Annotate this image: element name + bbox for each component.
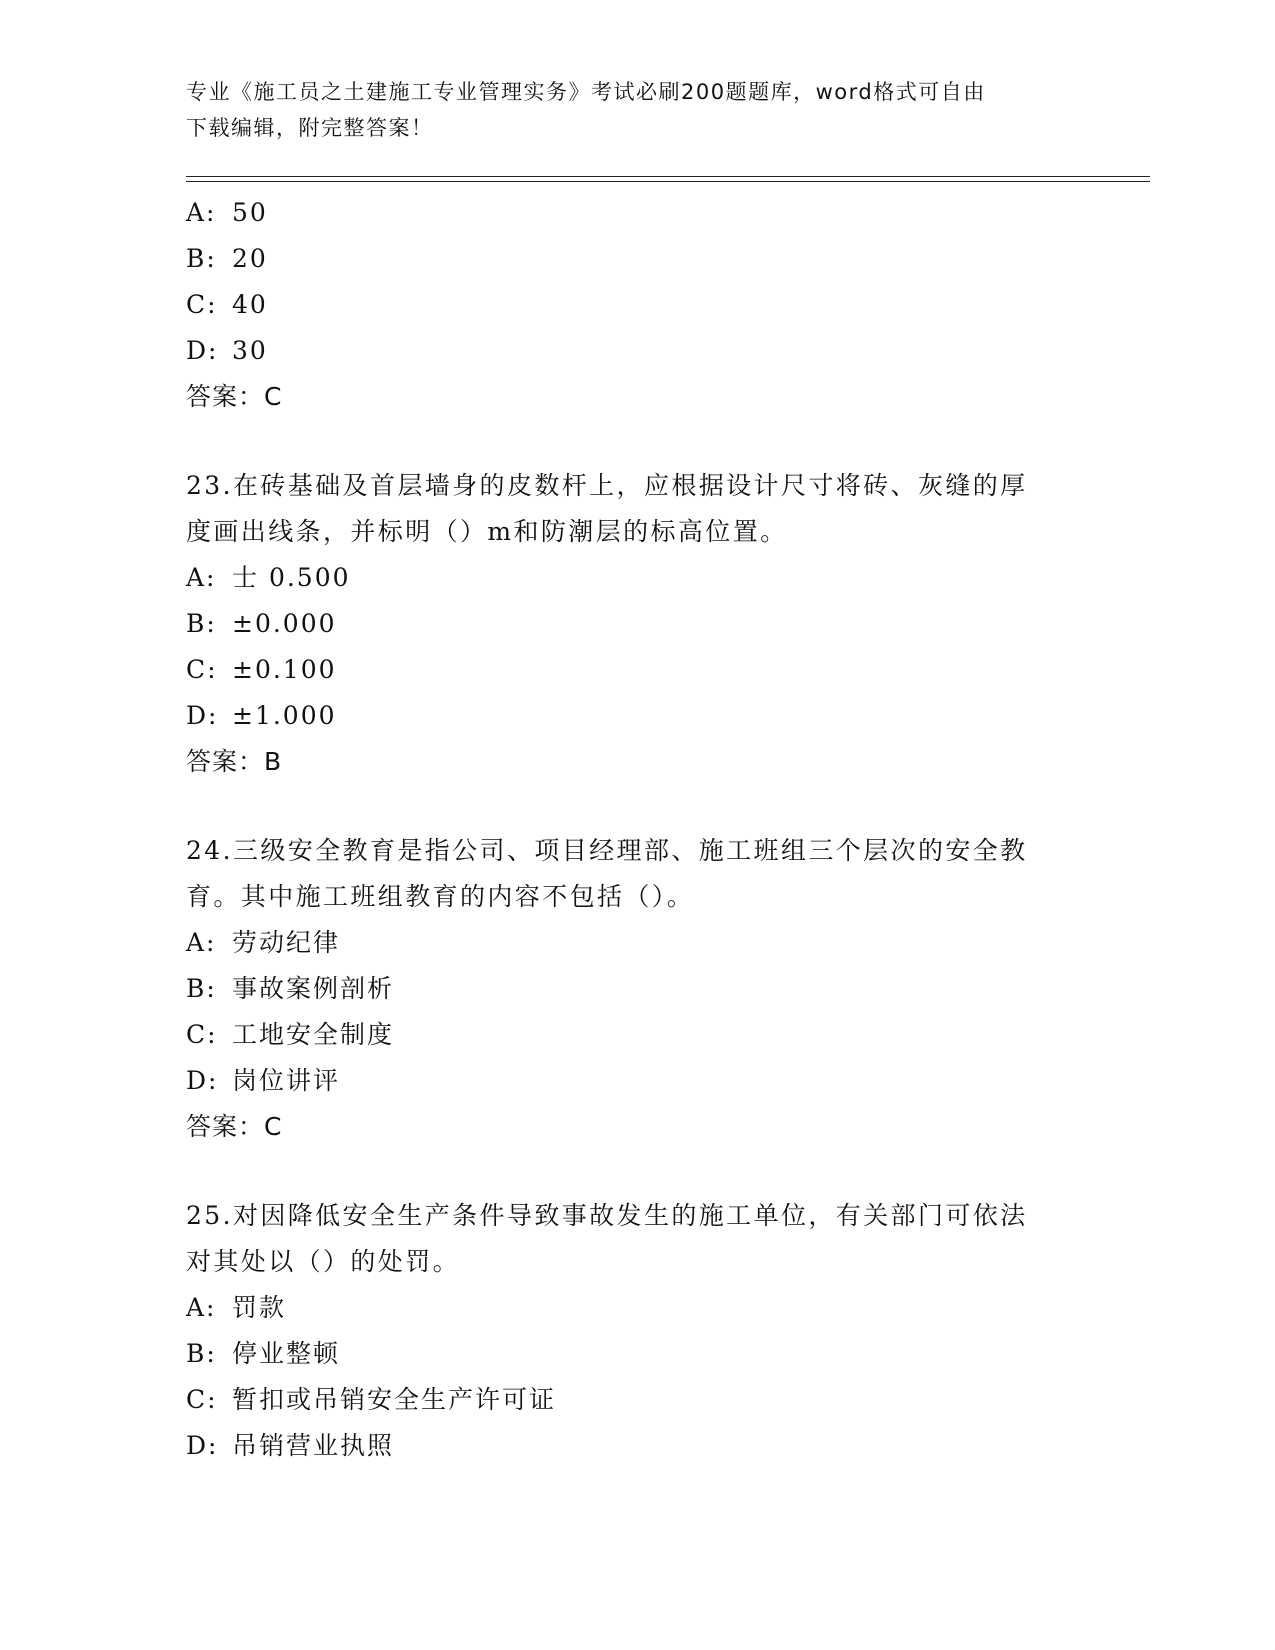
header-line-1: 专业《施工员之土建施工专业管理实务》考试必刷200题题库，word格式可自由 [186, 80, 986, 104]
question-stem [186, 828, 1086, 920]
option-key: A: [186, 563, 217, 592]
option-c [186, 282, 1086, 328]
option-key: A: [186, 198, 217, 227]
option-text: 40 [232, 290, 268, 319]
option-text: 暂扣或吊销安全生产许可证 [232, 1385, 557, 1414]
option-key: D: [186, 1066, 219, 1095]
option-key: B: [186, 974, 217, 1003]
option-text: 吊销营业执照 [232, 1431, 395, 1460]
option-text: 事故案例剖析 [232, 974, 395, 1003]
option-d [186, 1058, 1086, 1104]
option-key: B: [186, 244, 217, 273]
option-c [186, 1377, 1086, 1423]
option-text: 30 [232, 336, 268, 365]
option-key: B: [186, 609, 217, 638]
stem-line-1: 24.三级安全教育是指公司、项目经理部、施工班组三个层次的安全教 [186, 836, 1028, 865]
option-b [186, 236, 1086, 282]
option-text: 罚款 [232, 1293, 287, 1322]
option-a [186, 555, 1086, 601]
stem-line-2: 度画出线条，并标明（）m和防潮层的标高位置。 [186, 517, 788, 546]
stem-line-2: 育。其中施工班组教育的内容不包括（）。 [186, 882, 695, 911]
option-c [186, 647, 1086, 693]
option-b [186, 601, 1086, 647]
option-key: C: [186, 1385, 218, 1414]
option-text: 工地安全制度 [232, 1020, 395, 1049]
question-22 [186, 190, 1086, 420]
option-text: 20 [232, 244, 268, 273]
option-c [186, 1012, 1086, 1058]
option-d [186, 328, 1086, 374]
option-a [186, 920, 1086, 966]
option-text: 岗位讲评 [232, 1066, 341, 1095]
option-key: C: [186, 655, 218, 684]
option-b [186, 1331, 1086, 1377]
question-24 [186, 828, 1086, 1150]
option-text: 劳动纪律 [232, 928, 341, 957]
question-stem [186, 463, 1086, 555]
stem-line-1: 23.在砖基础及首层墙身的皮数杆上，应根据设计尺寸将砖、灰缝的厚 [186, 471, 1028, 500]
option-key: C: [186, 290, 218, 319]
option-text: ±0.000 [232, 609, 337, 638]
stem-line-2: 对其处以（）的处罚。 [186, 1247, 461, 1276]
option-text: ±1.000 [232, 701, 337, 730]
option-text: 50 [232, 198, 268, 227]
option-text: 停业整顿 [232, 1339, 341, 1368]
option-d [186, 1423, 1086, 1469]
answer-line: 答案：C [186, 1112, 283, 1141]
header-rule-top [186, 176, 1150, 177]
option-key: D: [186, 1431, 219, 1460]
option-a [186, 1285, 1086, 1331]
option-text: 士 0.500 [232, 563, 351, 592]
stem-line-1: 25.对因降低安全生产条件导致事故发生的施工单位，有关部门可依法 [186, 1201, 1028, 1230]
document-header [186, 74, 1086, 146]
question-25 [186, 1193, 1086, 1469]
question-23 [186, 463, 1086, 785]
option-b [186, 966, 1086, 1012]
option-key: A: [186, 1293, 217, 1322]
answer-line: 答案：B [186, 747, 283, 776]
answer-line: 答案：C [186, 382, 283, 411]
option-d [186, 693, 1086, 739]
header-rule-bottom [186, 181, 1150, 182]
option-key: D: [186, 701, 219, 730]
option-key: C: [186, 1020, 218, 1049]
option-a [186, 190, 1086, 236]
question-stem [186, 1193, 1086, 1285]
option-key: A: [186, 928, 217, 957]
option-text: ±0.100 [232, 655, 337, 684]
question-list [186, 190, 1086, 1469]
option-key: D: [186, 336, 219, 365]
option-key: B: [186, 1339, 217, 1368]
header-line-2: 下载编辑，附完整答案！ [186, 116, 434, 140]
